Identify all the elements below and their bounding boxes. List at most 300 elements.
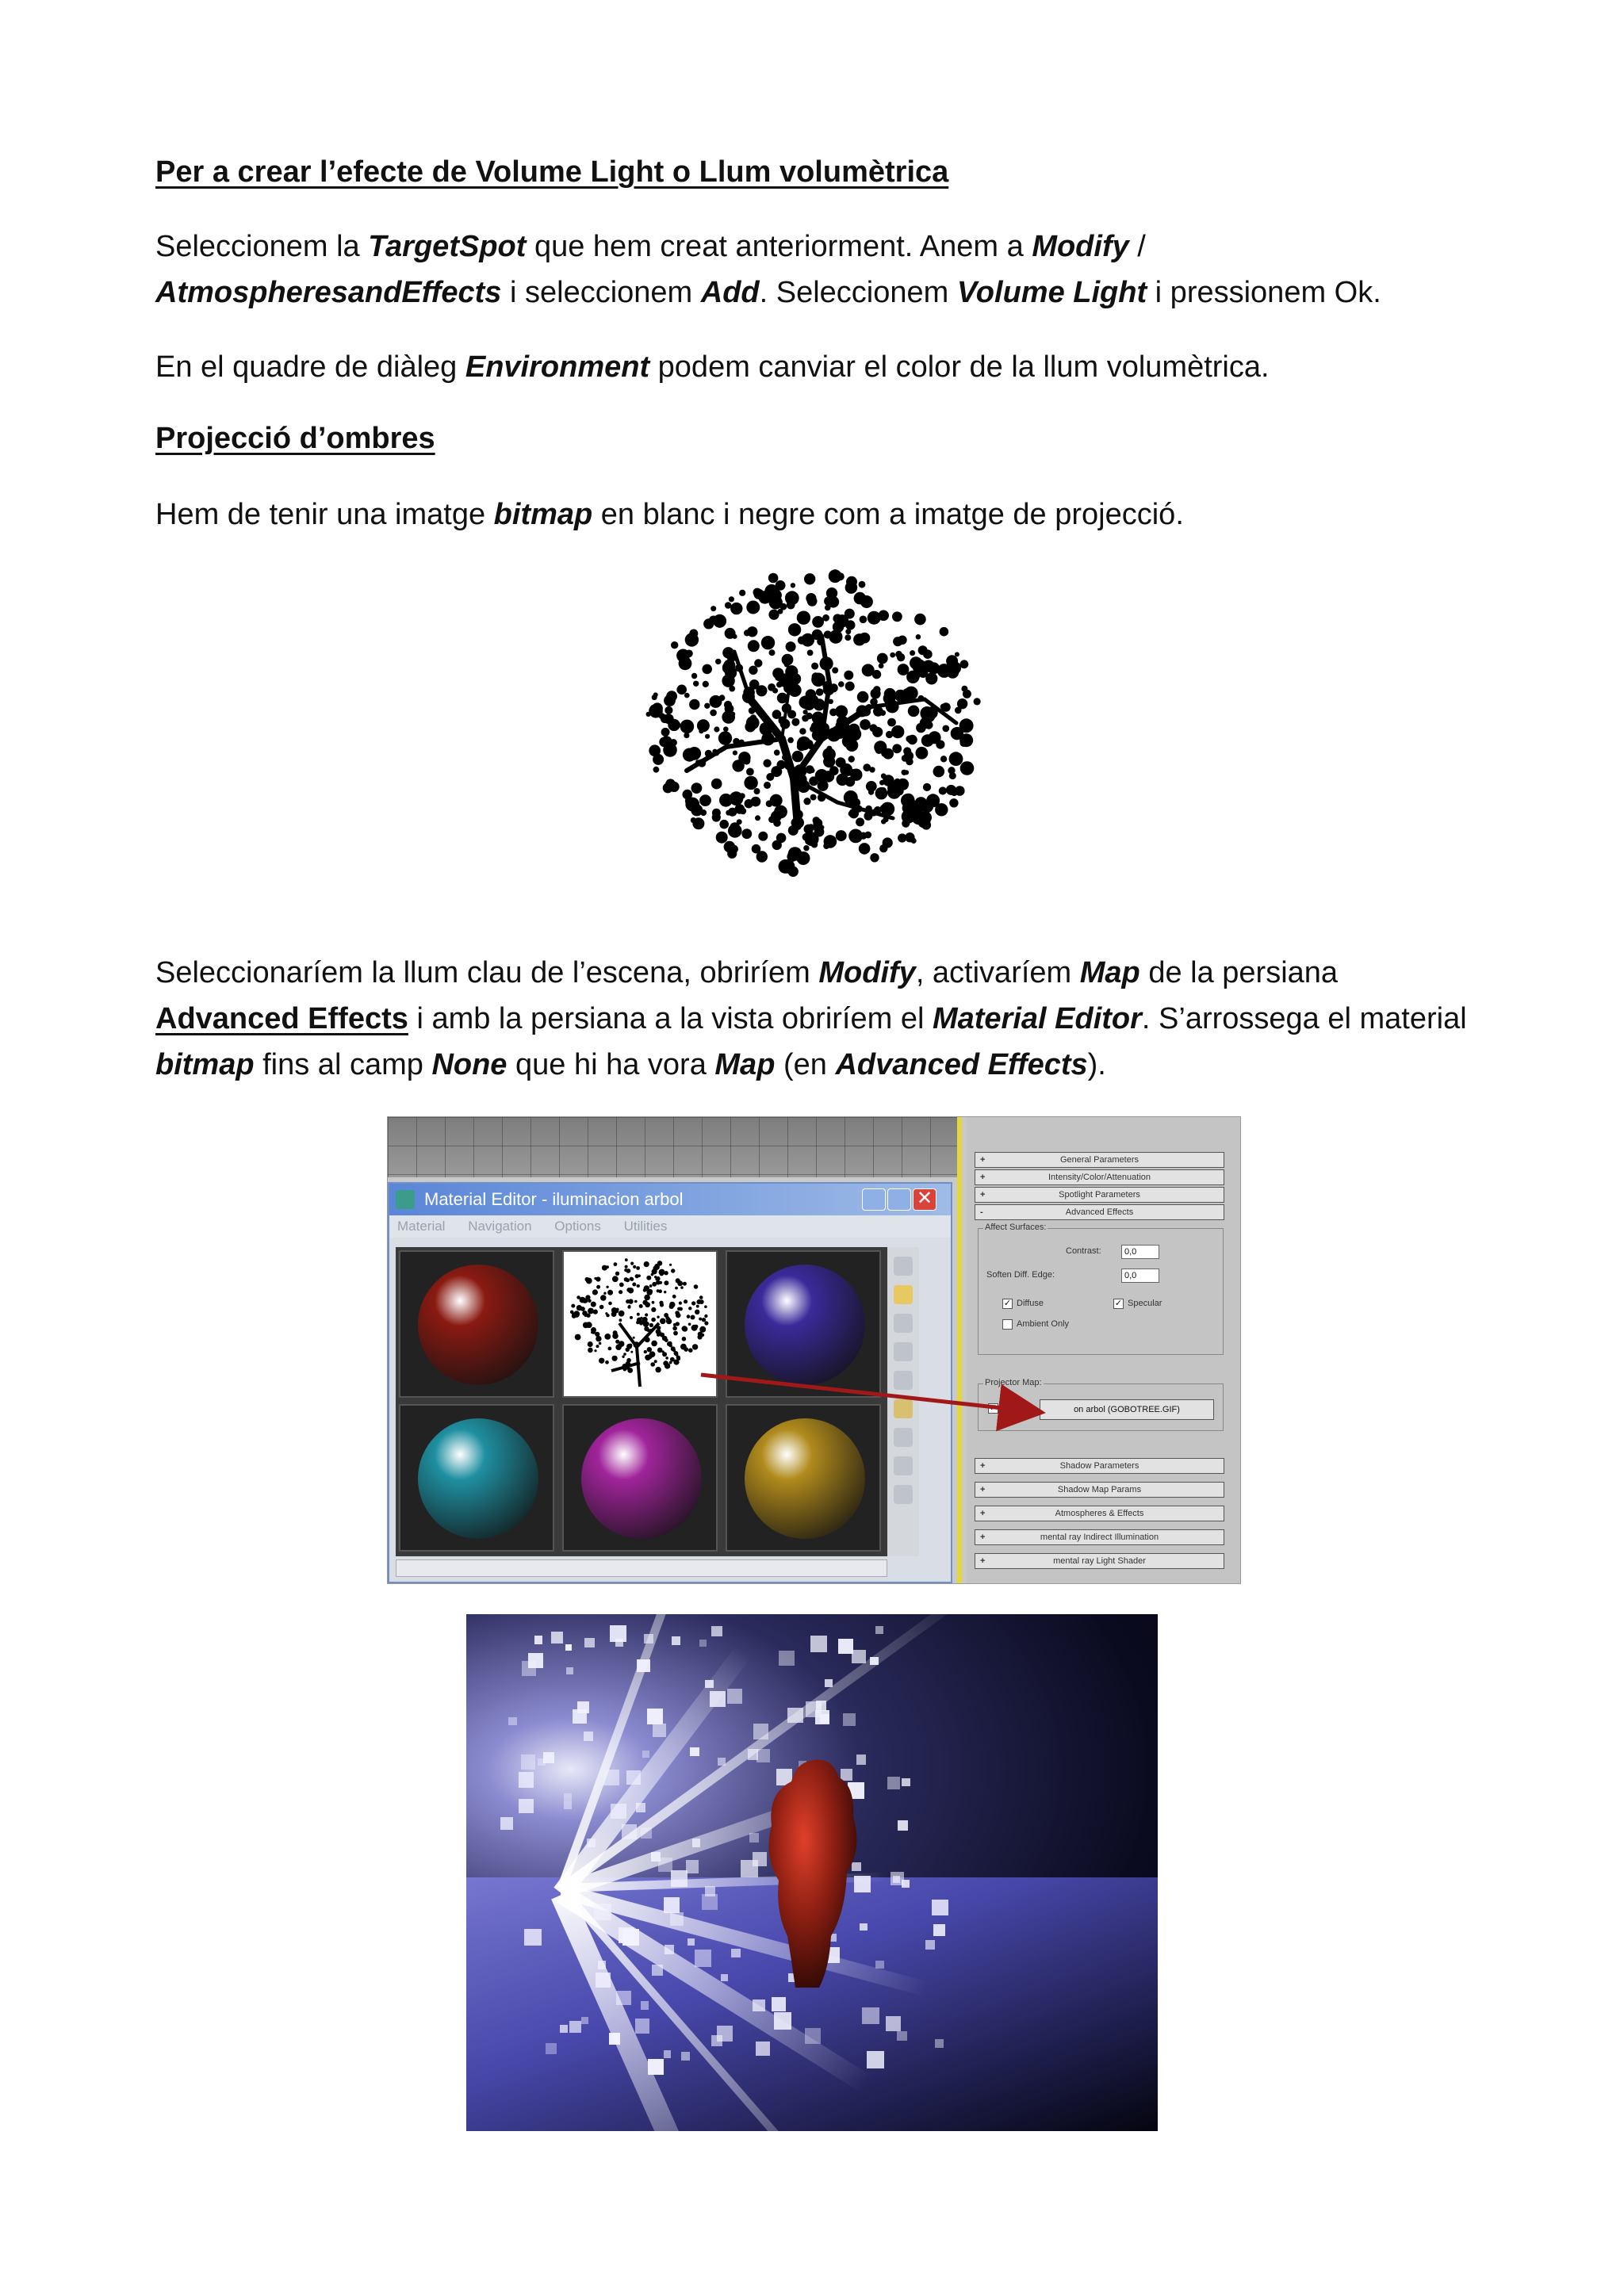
leaf <box>715 659 721 664</box>
leaf <box>803 798 810 805</box>
leaf <box>845 682 855 691</box>
leaf <box>776 833 787 844</box>
text: que hem creat anteriorment. Anem a <box>526 230 1032 263</box>
leaf <box>683 748 696 762</box>
leaf <box>822 614 829 622</box>
leaf <box>646 712 651 717</box>
leaf <box>730 603 742 614</box>
term-none: None <box>431 1048 508 1081</box>
light-spot <box>815 1710 829 1724</box>
leaf <box>750 714 756 721</box>
leaf <box>786 641 796 652</box>
term-targetspot: TargetSpot <box>368 230 527 263</box>
light-spot <box>584 1638 595 1648</box>
leaf <box>892 744 902 753</box>
light-spot <box>932 1900 948 1916</box>
light-spot <box>573 1709 587 1724</box>
leaf <box>788 623 801 636</box>
leaf <box>722 647 734 659</box>
leaf <box>776 682 783 688</box>
light-spot <box>711 1626 722 1636</box>
light-spot <box>705 1886 714 1896</box>
leaf <box>787 737 794 744</box>
menu-navigation[interactable]: Navigation <box>468 1219 532 1234</box>
rollout-advanced-effects[interactable]: - Advanced Effects <box>975 1204 1224 1220</box>
light-spot <box>810 1636 826 1651</box>
leaf <box>933 766 945 778</box>
light-spot <box>756 2042 770 2056</box>
light-spot <box>862 2007 879 2025</box>
light-spot <box>652 1965 663 1976</box>
light-spot <box>543 1752 554 1763</box>
light-spot <box>898 1820 908 1831</box>
leaf <box>702 664 712 675</box>
leaf <box>940 756 947 762</box>
light-spot <box>551 1632 564 1644</box>
leaf <box>703 618 714 629</box>
leaf <box>699 794 711 806</box>
leaf <box>758 832 768 841</box>
leaf <box>890 652 895 658</box>
text: de la persiana <box>1139 956 1339 989</box>
light-spot <box>637 1659 650 1673</box>
leaf <box>691 799 699 806</box>
leaf <box>829 766 839 775</box>
light-spot <box>670 1912 684 1926</box>
light-spot <box>897 2031 907 2042</box>
leaf <box>836 614 848 627</box>
light-spot <box>664 1897 680 1913</box>
text: . Seleccionem <box>759 276 957 309</box>
term-map: Map <box>1079 956 1140 989</box>
text: podem canviar el color de la llum volumètrica. <box>649 350 1270 384</box>
term-advanced-effects: Advanced Effects <box>835 1048 1088 1081</box>
soften-field[interactable]: 0,0 <box>1121 1269 1159 1283</box>
leaf <box>916 723 926 733</box>
leaf <box>892 611 902 622</box>
light-spot <box>641 2001 649 2009</box>
text: Hem de tenir una imatge <box>155 498 494 531</box>
leaf <box>725 628 736 639</box>
light-spot <box>816 1701 826 1711</box>
leaf <box>947 666 959 678</box>
light-spot <box>647 1709 663 1724</box>
leaf <box>949 772 956 779</box>
leaf <box>748 640 760 652</box>
rollout-shadow-parameters[interactable]: + Shadow Parameters <box>975 1458 1224 1474</box>
leaf <box>869 767 875 772</box>
leaf <box>897 653 905 661</box>
leaf <box>844 790 858 805</box>
leaf <box>836 830 847 841</box>
leaf <box>811 663 818 670</box>
leaf <box>949 798 958 807</box>
leaf <box>802 833 810 841</box>
leaf <box>729 596 734 602</box>
leaf <box>872 670 881 679</box>
light-spot <box>717 2026 733 2042</box>
leaf <box>883 748 894 760</box>
leaf <box>845 634 851 641</box>
leaf <box>754 788 760 794</box>
leaf <box>699 729 703 733</box>
rollout-intensity[interactable]: + Intensity/Color/Attenuation <box>975 1169 1224 1185</box>
leaf <box>774 750 780 756</box>
rollout-light-shader[interactable]: + mental ray Light Shader <box>975 1553 1224 1569</box>
light-spot <box>594 1904 611 1921</box>
menu-material[interactable]: Material <box>397 1219 446 1234</box>
term-add: Add <box>700 276 760 309</box>
light-spot <box>626 1770 641 1785</box>
leaf <box>746 601 760 614</box>
leaf <box>879 664 884 669</box>
light-spot <box>641 1827 652 1839</box>
leaf <box>856 817 864 826</box>
leaf <box>768 610 779 620</box>
light-spot <box>902 1778 910 1786</box>
leaf <box>848 811 854 817</box>
leaf <box>664 695 676 706</box>
leaf <box>684 693 690 698</box>
rollout-spotlight[interactable]: + Spotlight Parameters <box>975 1187 1224 1203</box>
leaf <box>850 769 862 781</box>
leaf <box>697 719 710 732</box>
leaf <box>751 797 761 807</box>
leaf <box>680 720 695 734</box>
text: i amb la persiana a la vista obriríem el <box>408 1002 933 1035</box>
affect-surfaces-label: Affect Surfaces: <box>985 1223 1047 1232</box>
leaf <box>860 616 868 624</box>
light-spot <box>584 1732 593 1741</box>
light-spot <box>935 2039 944 2048</box>
light-spot <box>718 1758 726 1766</box>
leaf <box>659 713 665 719</box>
text: en blanc i negre com a imatge de projecció. <box>592 498 1184 531</box>
map-label: Map: <box>1004 1403 1024 1413</box>
leaf <box>859 581 866 588</box>
leaf <box>653 754 664 765</box>
leaf <box>725 704 734 714</box>
leaf <box>685 650 693 658</box>
light-spot <box>688 1938 695 1946</box>
light-spot <box>805 2028 821 2044</box>
leaf <box>714 726 719 732</box>
light-spot <box>702 1894 718 1910</box>
leaf <box>806 765 814 774</box>
leaf <box>916 747 929 760</box>
light-spot <box>774 2012 791 2030</box>
leaf <box>925 721 933 729</box>
rollout-shadow-map[interactable]: + Shadow Map Params <box>975 1482 1224 1498</box>
leaf <box>819 825 824 830</box>
heading-projeccio: Projecció d’ombres <box>155 422 435 455</box>
light-spot <box>695 1950 712 1967</box>
light-spot <box>603 1770 619 1785</box>
map-checkbox[interactable]: ✓ <box>989 1403 998 1413</box>
light-spot <box>710 1691 726 1707</box>
leaf <box>742 757 750 765</box>
leaf <box>684 733 689 738</box>
light-spot <box>852 1650 866 1664</box>
leaf <box>718 731 732 744</box>
leaf <box>824 835 837 848</box>
leaf <box>902 820 910 828</box>
leaf <box>717 622 723 628</box>
leaf <box>693 701 699 707</box>
leaf <box>761 636 775 649</box>
leaf <box>893 637 902 646</box>
light-spot <box>753 1724 768 1739</box>
leaf <box>802 698 815 710</box>
leaf <box>754 659 762 667</box>
text: fins al camp <box>254 1048 432 1081</box>
light-spot <box>671 1870 688 1887</box>
leaf <box>792 751 803 762</box>
leaf <box>705 734 710 739</box>
leaf <box>961 686 967 692</box>
leaf <box>815 769 829 783</box>
leaf <box>802 715 809 722</box>
term-modify: Modify <box>1032 230 1129 263</box>
light-spot <box>565 1644 572 1651</box>
light-spot <box>653 1724 666 1737</box>
leaf <box>939 786 947 794</box>
leaf <box>739 590 745 596</box>
light-spot <box>500 1817 513 1830</box>
leaf <box>711 779 722 790</box>
light-spot <box>528 1653 543 1668</box>
leaf <box>745 721 756 733</box>
leaf <box>816 688 824 696</box>
leaf <box>894 690 906 702</box>
leaf <box>918 668 929 678</box>
leaf <box>710 606 716 611</box>
light-spot <box>564 1793 572 1801</box>
leaf <box>898 664 910 675</box>
leaf <box>769 649 776 656</box>
specular-checkbox[interactable]: ✓ <box>1114 1299 1123 1308</box>
leaf <box>955 786 965 796</box>
light-spot <box>902 1880 910 1888</box>
ambient-label: Ambient Only <box>1017 1319 1070 1329</box>
leaf <box>804 573 815 584</box>
light-spot <box>521 1755 535 1769</box>
light-spot <box>587 1839 596 1847</box>
text: i pressionem Ok. <box>1147 276 1381 309</box>
leaf <box>739 793 745 798</box>
leaf <box>877 653 888 664</box>
leaf <box>928 662 940 674</box>
light-spot <box>690 1747 699 1757</box>
light-spot <box>867 2051 884 2068</box>
leaf <box>904 770 909 775</box>
leaf <box>803 845 809 851</box>
light-spot <box>651 1852 661 1862</box>
text: (en <box>775 1048 836 1081</box>
rollout-indirect-illumination[interactable]: + mental ray Indirect Illumination <box>975 1529 1224 1545</box>
contrast-label: Contrast: <box>1066 1246 1101 1256</box>
leaf <box>670 783 675 787</box>
term-bitmap: bitmap <box>155 1048 255 1081</box>
leaf <box>908 706 920 718</box>
leaf <box>764 782 771 789</box>
text: / <box>1128 230 1146 263</box>
leaf <box>791 718 799 726</box>
leaf <box>689 629 698 638</box>
leaf <box>812 672 820 680</box>
leaf <box>723 726 729 732</box>
light-spot <box>609 2033 620 2044</box>
leaf <box>799 728 806 734</box>
leaf <box>735 804 745 814</box>
leaf <box>941 702 951 712</box>
light-spot <box>875 1626 883 1634</box>
leaf <box>653 692 658 697</box>
leaf <box>810 794 817 801</box>
leaf <box>898 833 906 842</box>
text: Seleccionem la <box>155 230 369 263</box>
leaf <box>940 627 949 637</box>
light-spot <box>843 1713 856 1726</box>
projector-map-button[interactable]: on arbol (GOBOTREE.GIF) <box>1040 1399 1214 1420</box>
leaf <box>763 760 771 767</box>
text: , activaríem <box>915 956 1080 989</box>
light-spot <box>508 1717 516 1725</box>
leaf <box>845 739 858 752</box>
diffuse-label: Diffuse <box>1017 1299 1044 1308</box>
leaf <box>749 666 757 675</box>
leaf <box>911 838 917 844</box>
term-map: Map <box>714 1048 776 1081</box>
light-spot <box>619 1927 634 1943</box>
light-spot <box>564 1801 572 1809</box>
menu-options[interactable]: Options <box>554 1219 601 1234</box>
leaf <box>829 630 842 644</box>
light-spot <box>519 1772 534 1788</box>
leaf <box>811 841 818 848</box>
soften-label: Soften Diff. Edge: <box>986 1270 1055 1280</box>
leaf <box>806 689 817 700</box>
light-spot <box>727 1689 742 1704</box>
leaf <box>746 768 754 776</box>
leaf <box>887 718 896 727</box>
menu-utilities[interactable]: Utilities <box>623 1219 668 1234</box>
leaf <box>774 806 787 819</box>
light-spot <box>644 1634 653 1644</box>
term-environment: Environment <box>465 350 650 384</box>
leaf <box>726 810 731 816</box>
text: i seleccionem <box>501 276 701 309</box>
leaf <box>880 805 887 812</box>
light-spot <box>779 1651 795 1667</box>
leaf <box>955 652 959 656</box>
leaf <box>960 761 975 775</box>
light-spot <box>534 1636 542 1644</box>
heading-volume-light: Per a crear l’efecte de Volume Light o Llum volumètrica <box>155 155 949 189</box>
leaf <box>887 782 901 795</box>
leaf <box>768 683 776 691</box>
leaf <box>787 710 796 719</box>
light-spot <box>887 1777 900 1789</box>
leaf <box>871 688 881 698</box>
leaf <box>916 634 921 640</box>
leaf <box>923 783 931 791</box>
leaf <box>879 787 887 794</box>
light-spot <box>664 2050 672 2058</box>
light-spot <box>596 1973 611 1988</box>
text: En el quadre de diàleg <box>155 350 465 384</box>
leaf <box>872 727 883 737</box>
leaf <box>837 572 845 580</box>
leaf <box>955 707 962 714</box>
contrast-field[interactable]: 0,0 <box>1121 1245 1159 1259</box>
leaf <box>806 740 814 748</box>
leaf <box>960 660 969 668</box>
term-material-editor: Material Editor <box>932 1002 1142 1035</box>
term-modify: Modify <box>818 956 916 989</box>
leaf <box>914 614 926 626</box>
leaf <box>719 820 729 829</box>
text: Seleccionaríem la llum clau de l’escena, obriríem <box>155 956 819 989</box>
leaf <box>755 815 760 821</box>
leaf <box>824 596 833 606</box>
leaf <box>861 596 868 603</box>
leaf <box>663 743 677 757</box>
leaf <box>974 698 981 705</box>
leaf <box>844 671 853 680</box>
leaf <box>771 766 782 777</box>
leaf <box>691 817 696 823</box>
leaf <box>779 859 793 874</box>
light-spot <box>598 1961 607 1969</box>
leaf <box>848 829 863 844</box>
leaf <box>665 706 672 714</box>
rollout-atmospheres[interactable]: + Atmospheres & Effects <box>975 1506 1224 1521</box>
leaf <box>728 824 742 838</box>
leaf <box>770 794 783 807</box>
close-button[interactable]: ✕ <box>913 1188 936 1211</box>
leaf <box>939 740 945 747</box>
leaf <box>860 719 871 730</box>
leaf <box>733 751 737 756</box>
rollout-general-parameters[interactable]: + General Parameters <box>975 1152 1224 1168</box>
leaf <box>942 725 949 733</box>
leaf <box>768 816 776 823</box>
text: . S’arrossega el material <box>1141 1002 1467 1035</box>
leaf <box>907 735 917 744</box>
leaf <box>910 656 922 669</box>
light-spot <box>615 1639 623 1647</box>
leaf <box>813 825 818 831</box>
light-spot <box>753 1999 764 2011</box>
light-spot <box>925 1940 935 1950</box>
leaf <box>756 851 768 862</box>
leaf <box>712 813 721 821</box>
leaf <box>870 853 879 862</box>
diffuse-checkbox[interactable]: ✓ <box>1003 1299 1012 1308</box>
light-spot <box>893 1876 899 1882</box>
light-spot <box>787 1708 802 1723</box>
leaf <box>653 767 660 773</box>
drag-arrow <box>388 1117 1240 1583</box>
leaf <box>859 843 871 855</box>
leaf <box>703 681 709 687</box>
tree-bitmap-image <box>631 564 993 921</box>
leaf <box>729 686 735 692</box>
light-spot <box>721 1974 728 1981</box>
leaf <box>825 605 831 611</box>
light-spot <box>616 1991 630 2005</box>
